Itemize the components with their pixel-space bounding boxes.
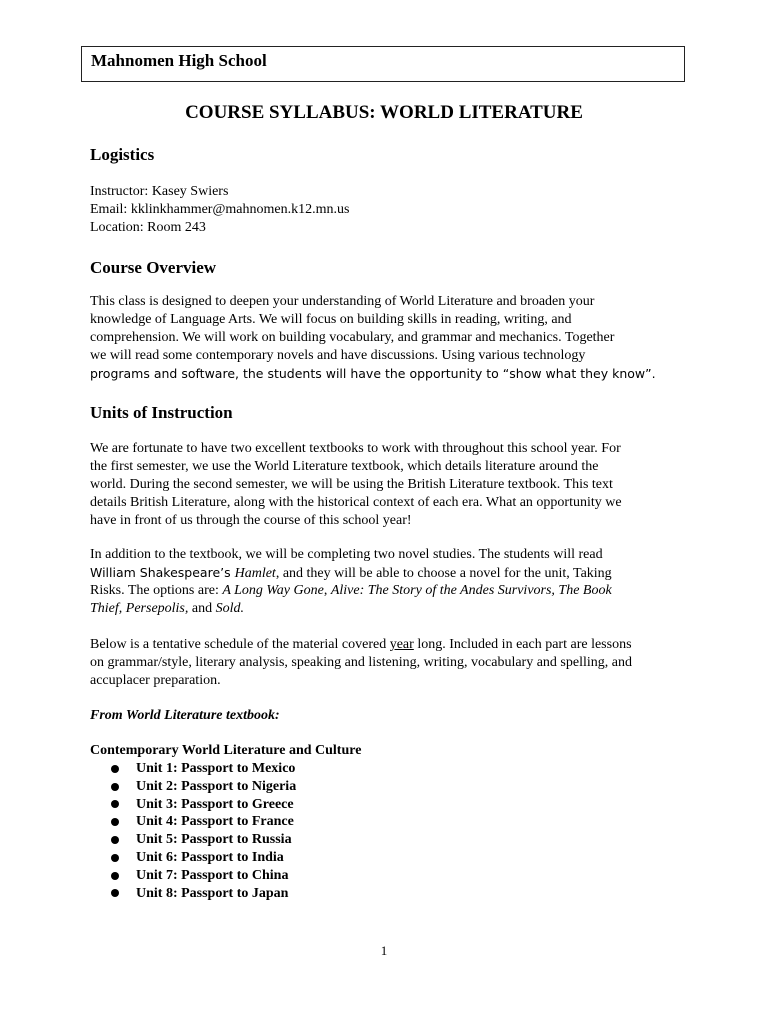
list-item-label: Unit 6: Passport to India [136,849,284,865]
list-item [90,885,361,903]
list-item-label: Unit 4: Passport to France [136,814,294,830]
list-item [90,867,361,885]
instructor-line: Instructor: Kasey Swiers [90,184,229,199]
schedule-paragraph-line [90,636,632,654]
overview-line: we will read some contemporary novels and have discussions. Using various technology [90,348,586,363]
list-item [90,849,361,867]
schedule-paragraph-line: on grammar/style, literary analysis, speaking and listening, writing, vocabulary and spelling, and [90,655,632,670]
units-paragraph-line: the first semester, we use the World Literature textbook, which details literature around the [90,459,599,474]
novel-paragraph-line [90,600,244,618]
list-item-label: Unit 2: Passport to Nigeria [136,778,297,794]
novel-paragraph-line [90,564,612,583]
overview-line: This class is designed to deepen your understanding of World Literature and broaden your [90,294,595,309]
novel-line-text: and [188,601,216,616]
bullet-icon [111,854,119,862]
novel-title: Thief, Persepolis, [90,601,189,616]
document-title: COURSE SYLLABUS: WORLD LITERATURE [185,102,583,123]
bullet-icon [111,783,119,791]
list-item-label: Unit 7: Passport to China [136,867,289,883]
novel-line-text: Risks. The options are: [90,583,223,598]
list-item [90,778,361,796]
overview-line: comprehension. We will work on building vocabulary, and grammar and mechanics. Together [90,330,615,345]
novel-paragraph-line [90,582,612,600]
bullet-icon [111,800,119,808]
page-number: 1 [380,943,388,958]
novel-line-text: , and they will be able to choose a novel for the unit, Taking [275,566,612,581]
novel-title: A Long Way Gone [222,583,324,598]
units-paragraph-line: We are fortunate to have two excellent textbooks to work with throughout this school year. For [90,441,621,456]
school-header-box [81,46,685,82]
bullet-icon [111,836,119,844]
list-item [90,760,361,778]
hamlet-title: Hamlet [234,566,276,581]
course-overview-heading: Course Overview [90,258,217,277]
list-item-label: Unit 3: Passport to Greece [136,796,294,812]
from-textbook-heading: From World Literature textbook: [90,708,280,723]
novel-paragraph-line: In addition to the textbook, we will be completing two novel studies. The students will read [90,547,603,562]
list-item [90,831,361,849]
location-line: Location: Room 243 [90,220,206,235]
unit-list-heading: Contemporary World Literature and Culture [90,743,362,758]
unit-list [90,742,361,902]
schedule-text: Below is a tentative schedule of the material covered [90,637,390,652]
list-item [90,813,361,831]
novel-title: Alive: The Story of the Andes Survivors, The Book [330,583,612,598]
email-line: Email: kklinkhammer@mahnomen.k12.mn.us [90,202,350,217]
schedule-text: long. Included in each part are lessons [413,637,632,652]
list-item-label: Unit 5: Passport to Russia [136,832,292,848]
bullet-icon [111,765,119,773]
bullet-icon [111,889,119,897]
list-item-label: Unit 1: Passport to Mexico [136,761,296,776]
novel-title: Sold. [215,601,244,616]
shakespeare-text: William Shakespeare’s [90,565,235,580]
units-of-instruction-heading: Units of Instruction [90,403,233,422]
units-paragraph-line: have in front of us through the course of this school year! [90,513,412,528]
logistics-heading: Logistics [90,145,155,164]
year-underlined: year [389,637,414,652]
bullet-icon [111,818,119,826]
units-paragraph-line: details British Literature, along with the historical context of each era. What an opportunity we [90,495,622,510]
schedule-paragraph-line: accuplacer preparation. [90,673,221,688]
units-paragraph-line: world. During the second semester, we will be using the British Literature textbook. This text [90,477,613,492]
novel-line-text: , [323,583,331,598]
list-item-label: Unit 8: Passport to Japan [136,885,289,901]
overview-line: knowledge of Language Arts. We will focus on building skills in reading, writing, and [90,312,572,327]
overview-line: programs and software, the students will have the opportunity to “show what they know”. [90,366,656,381]
bullet-icon [111,872,119,880]
list-item [90,796,361,814]
school-name: Mahnomen High School [91,51,267,70]
